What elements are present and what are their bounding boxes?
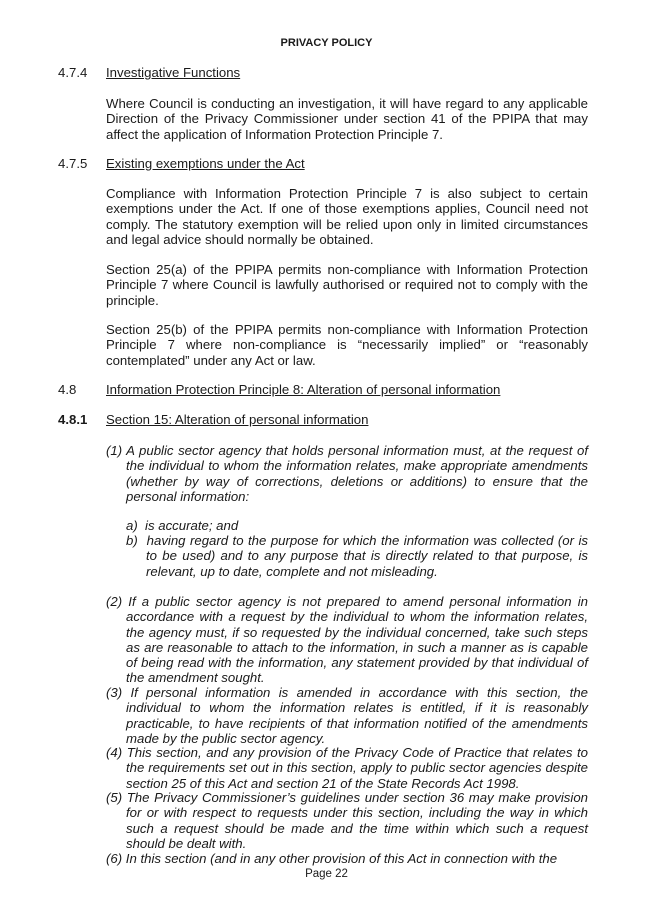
clause-3: (3) If personal information is amended in accordance with this section, the individual to whom the information relates is entitled, if it is reasonably practicable, to have recipients of that information notified of the amendments made by the public sector agency.	[106, 685, 588, 746]
section-title: Section 15: Alteration of personal information	[106, 412, 369, 427]
clause-1-item-a: a) is accurate; and	[126, 518, 239, 533]
section-number: 4.7.5	[58, 156, 88, 171]
document-header: PRIVACY POLICY	[280, 37, 373, 49]
clause-1-item-b: b) having regard to the purpose for which the information was collected (or is to be used) and to any purpose that is directly related to that purpose, is relevant, up to date, complete and not misleading.	[126, 533, 588, 579]
paragraph: Compliance with Information Protection Principle 7 is also subject to certain exemptions under the Act. If one of those exemptions applies, Council need not comply. The statutory exemption will be relied upon only in limited circumstances and legal advice should normally be obtained.	[106, 186, 588, 247]
clause-5: (5) The Privacy Commissioner’s guidelines under section 36 may make provision for or with respect to requests under this section, including the way in which such a request should be made and the time within which such a request should be dealt with.	[106, 790, 588, 851]
clause-2: (2) If a public sector agency is not prepared to amend personal information in accordance with a request by the individual to whom the information relates, the agency must, if so requested by the individual concerned, take such steps as are reasonable to attach to the information, in such a manner as is capable of being read with the information, any statement provided by that individual of the amendment sought.	[106, 594, 588, 686]
clause-1: (1) A public sector agency that holds personal information must, at the request of the individual to whom the information relates, make appropriate amendments (whether by way of corrections, deletions or additions) to ensure that the personal information:	[106, 443, 588, 504]
section-number: 4.8	[58, 382, 77, 397]
section-title: Information Protection Principle 8: Alteration of personal information	[106, 382, 501, 397]
paragraph: Section 25(a) of the PPIPA permits non-compliance with Information Protection Principle 7 where Council is lawfully authorised or required not to comply with the principle.	[106, 262, 588, 308]
section-title: Existing exemptions under the Act	[106, 156, 305, 171]
clause-4: (4) This section, and any provision of the Privacy Code of Practice that relates to the requirements set out in this section, apply to public sector agencies despite section 25 of this Act and section 21 of the State Records Act 1998.	[106, 745, 588, 791]
paragraph: Section 25(b) of the PPIPA permits non-compliance with Information Protection Principle 7 where non-compliance is “necessarily implied” or “reasonably contemplated” under any Act or law.	[106, 322, 588, 368]
paragraph: Where Council is conducting an investigation, it will have regard to any applicable Direction of the Privacy Commissioner under section 41 of the PPIPA that may affect the application of Information Protection Principle 7.	[106, 96, 588, 142]
section-title: Investigative Functions	[106, 65, 241, 80]
section-number: 4.8.1	[58, 412, 88, 427]
section-number: 4.7.4	[58, 65, 88, 80]
clause-6: (6) In this section (and in any other provision of this Act in connection with the	[106, 851, 558, 866]
page-number: Page 22	[305, 868, 348, 880]
